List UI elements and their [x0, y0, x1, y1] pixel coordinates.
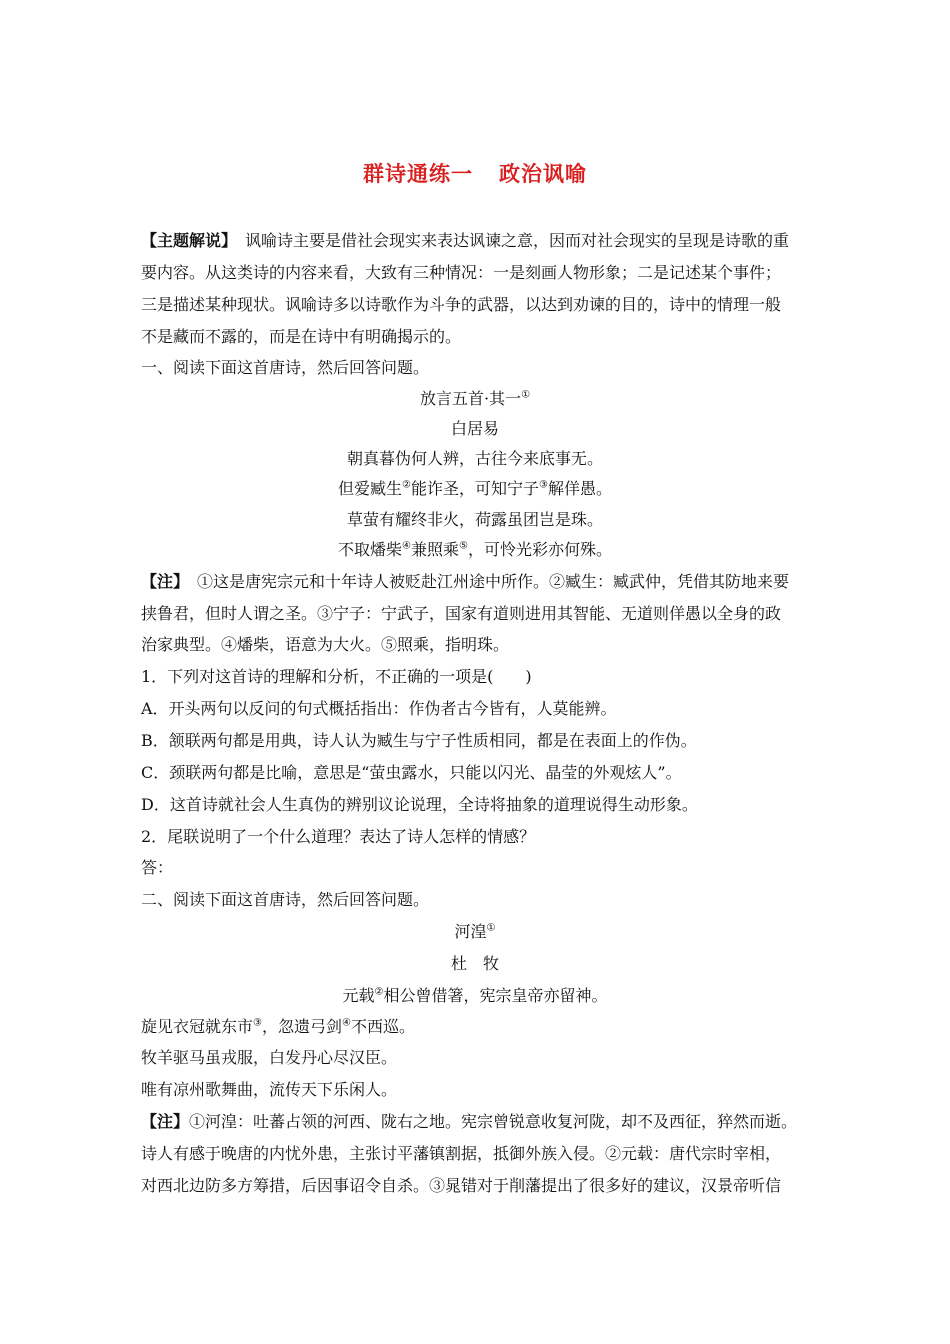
verse-text: 兼照乘	[410, 540, 459, 559]
poem2-note-line-1	[141, 1112, 797, 1132]
poem1-author: 白居易	[450, 419, 499, 438]
poem2-verse-4: 唯有凉州歌舞曲，流传天下乐闲人。	[141, 1080, 398, 1099]
option-b: B．颔联两句都是用典，诗人认为臧生与宁子性质相同，都是在表面上的作伪。	[141, 731, 697, 750]
poem2-verse-1	[0, 986, 950, 1006]
note-text: ①河湟：吐蕃占领的河西、陇右之地。宪宗曾锐意收复河陇，却不及西征，猝然而逝。	[189, 1112, 798, 1131]
intro-line-4: 不是藏而不露的，而是在诗中有明确揭示的。	[141, 327, 462, 346]
poem1-verse-2	[0, 479, 950, 499]
option-a: A．开头两句以反问的句式概括指出：作伪者古今皆有，人莫能辨。	[141, 699, 617, 718]
verse-text: 但爱臧生	[338, 479, 403, 498]
poem1-verse-3: 草萤有耀终非火，荷露虽团岂是珠。	[346, 510, 603, 529]
poem1-title-text: 放言五首·其一	[419, 389, 522, 408]
footnote-mark: ③	[539, 479, 548, 491]
footnote-mark: ②	[402, 479, 411, 491]
footnote-mark: ④	[402, 540, 411, 552]
footnote-mark: ⑤	[459, 540, 468, 552]
poem1-verse-1: 朝真暮伪何人辨，古往今来底事无。	[346, 449, 603, 468]
poem2-title-note: ①	[486, 922, 496, 934]
poem1-verse-4	[0, 540, 950, 560]
section2-heading: 二、阅读下面这首唐诗，然后回答问题。	[141, 890, 430, 909]
verse-text: 能诈圣，可知宁子	[410, 479, 539, 498]
intro-text-1: 讽喻诗主要是借社会现实来表达讽谏之意，因而对社会现实的呈现是诗歌的重	[245, 231, 790, 250]
note-text: ①这是唐宪宗元和十年诗人被贬赴江州途中所作。②臧生：臧武仲，凭借其防地来要	[197, 572, 790, 591]
option-c: C．颈联两句都是比喻，意思是“萤虫露水，只能以闪光、晶莹的外观炫人”。	[141, 763, 682, 782]
poem2-note-line-3: 对西北边防多方筹措，后因事诏令自杀。③晁错对于削藩提出了很多好的建议，汉景帝听信	[141, 1176, 782, 1195]
verse-text: 解佯愚。	[547, 479, 612, 498]
poem1-title-note: ①	[521, 389, 531, 401]
poem1-note-line-2: 挟鲁君，但时人谓之圣。③宁子：宁武子，国家有道则进用其智能、无道则佯愚以全身的政	[141, 604, 782, 623]
poem2-title	[0, 922, 950, 942]
title-part-1: 群诗通练一	[363, 162, 473, 186]
verse-text: 不取燔柴	[338, 540, 403, 559]
poem2-author: 杜 牧	[450, 954, 499, 973]
poem2-title-text: 河湟	[454, 922, 487, 941]
poem2-verse-2	[141, 1017, 415, 1037]
poem2-note-line-2: 诗人有感于晚唐的内忧外患，主张讨平藩镇割据，抵御外族入侵。②元载：唐代宗时宰相，	[141, 1144, 782, 1163]
verse-text: 不西巡。	[350, 1017, 415, 1036]
answer-label: 答：	[141, 858, 174, 877]
verse-text: 元载	[342, 986, 375, 1005]
footnote-mark: ④	[342, 1017, 351, 1029]
question-2: 2．尾联说明了一个什么道理？表达了诗人怎样的情感？	[141, 827, 536, 846]
verse-text: 旋见衣冠就东市	[141, 1017, 254, 1036]
page-title	[0, 158, 950, 188]
note-label: 【注】	[141, 572, 190, 591]
poem2-verse-3: 牧羊驱马虽戎服，白发丹心尽汉臣。	[141, 1048, 398, 1067]
title-part-2: 政治讽喻	[499, 162, 587, 186]
section1-heading: 一、阅读下面这首唐诗，然后回答问题。	[141, 358, 430, 377]
footnote-mark: ③	[253, 1017, 262, 1029]
verse-text: 相公曾借箸，宪宗皇帝亦留神。	[383, 986, 608, 1005]
intro-line-3: 三是描述某种现状。讽喻诗多以诗歌作为斗争的武器，以达到劝谏的目的，诗中的情理一般	[141, 295, 782, 314]
poem1-note-line-3: 治家典型。④燔柴，语意为大火。⑤照乘，指明珠。	[141, 635, 510, 654]
intro-line-2: 要内容。从这类诗的内容来看，大致有三种情况：一是刻画人物形象；二是记述某个事件；	[141, 263, 782, 282]
intro-line-1	[141, 231, 789, 251]
option-d: D．这首诗就社会人生真伪的辨别议论说理，全诗将抽象的道理说得生动形象。	[141, 795, 698, 814]
poem1-title	[0, 389, 950, 409]
verse-text: ，忽遗弓剑	[261, 1017, 342, 1036]
verse-text: ，可怜光彩亦何殊。	[467, 540, 612, 559]
note-label: 【注】	[141, 1112, 190, 1131]
question-1: 1．下列对这首诗的理解和分析，不正确的一项是( )	[141, 667, 532, 686]
footnote-mark: ②	[374, 986, 384, 998]
intro-label: 【主题解说】	[141, 231, 238, 250]
poem1-note-line-1	[141, 572, 789, 592]
